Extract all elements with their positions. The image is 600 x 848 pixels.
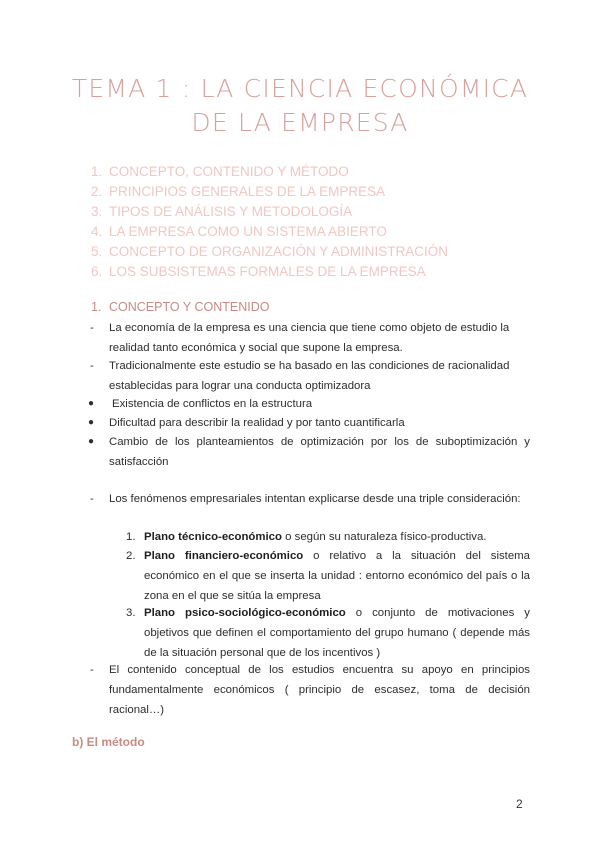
toc-item: 2. PRINCIPIOS GENERALES DE LA EMPRESA	[91, 184, 386, 199]
toc-item: 5. CONCEPTO DE ORGANIZACIÓN Y ADMINISTRACIÓN	[91, 244, 449, 259]
numbered-item-number: 3.	[126, 607, 136, 619]
toc-item: 4. LA EMPRESA COMO UN SISTEMA ABIERTO	[91, 224, 387, 239]
toc-item: 6. LOS SUBSISTEMAS FORMALES DE LA EMPRESA	[91, 264, 426, 279]
dash-marker: -	[90, 360, 94, 372]
numbered-item-number: 2.	[126, 550, 136, 562]
title-line-2: DE LA EMPRESA	[191, 108, 409, 137]
dash-item-text: Tradicionalmente este estudio se ha basado en las condiciones de racionalidad establecidas para lograr una conducta optimizadora	[109, 360, 510, 392]
plane-title: Plano técnico-económico	[144, 531, 282, 543]
dash-marker: -	[90, 664, 94, 676]
numbered-item-text: Plano financiero-económico o relativo a la situación del sistema económico en el que se inserta la unidad : entorno económico del país o la zona en el que se sitúa la empresa	[144, 550, 530, 602]
toc-item: 1. CONCEPTO, CONTENIDO Y MÉTODO	[91, 164, 349, 179]
dash-marker: -	[90, 322, 94, 334]
numbered-item-text: Plano psico-sociológico-económico o conjunto de motivaciones y objetivos que definen el comportamiento del grupo humano ( depende más de la situación personal que de los incentivos )	[144, 607, 530, 659]
bullet-item-text: Existencia de conflictos en la estructura	[112, 398, 313, 410]
dash-item-text: Los fenómenos empresariales intentan explicarse desde una triple consideración:	[109, 493, 521, 505]
toc-item: 3. TIPOS DE ANÁLISIS Y METODOLOGÍA	[91, 204, 353, 219]
page-number: 2	[516, 797, 523, 811]
bullet-item-text: Cambio de los planteamientos de optimización por los de suboptimización y satisfacción	[109, 436, 530, 468]
bullet-item-text: Dificultad para describir la realidad y por tanto cuantificarla	[109, 417, 405, 429]
section-heading: 1. CONCEPTO Y CONTENIDO	[91, 300, 270, 314]
table-of-contents	[91, 162, 448, 282]
plane-title: Plano psico-sociológico-económico	[144, 607, 346, 619]
bullet-marker: ●	[88, 417, 95, 428]
bullet-marker: ●	[88, 398, 95, 409]
method-heading: b) El método	[72, 735, 145, 749]
numbered-item-text: Plano técnico-económico o según su naturaleza físico-productiva.	[144, 531, 487, 543]
bullet-marker: ●	[88, 436, 95, 447]
plane-title: Plano financiero-económico	[144, 550, 304, 562]
numbered-item-number: 1.	[126, 531, 136, 543]
dash-item-text: El contenido conceptual de los estudios encuentra su apoyo en principios fundamentalmente económicos ( principio de escasez, toma de decisión racional…)	[109, 664, 530, 716]
title-line-1: TEMA 1 : LA CIENCIA ECONÓMICA	[71, 74, 529, 103]
dash-marker: -	[90, 493, 94, 505]
dash-item-text: La economía de la empresa es una ciencia que tiene como objeto de estudio la realidad tanto económica y social que supone la empresa.	[109, 322, 510, 354]
document-title	[60, 72, 540, 140]
